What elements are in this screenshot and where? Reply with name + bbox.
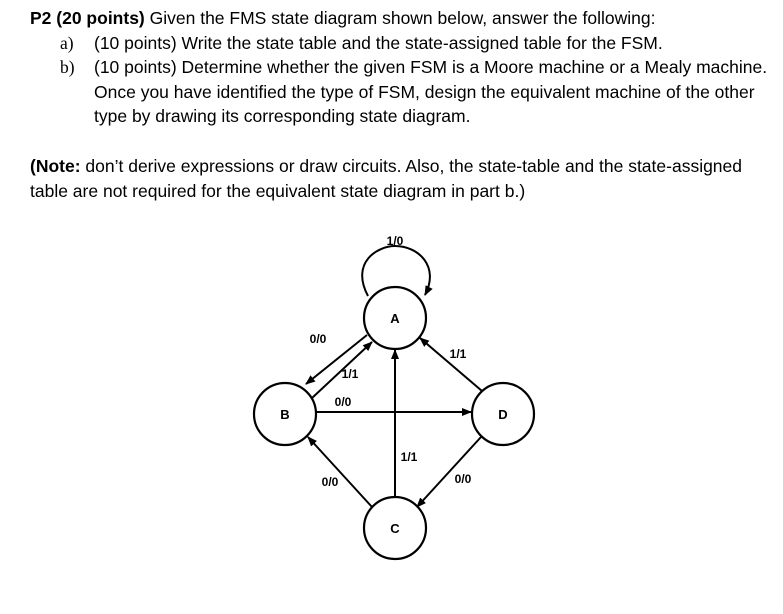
label-d-to-c: 0/0 [454, 472, 472, 486]
item-marker: b) [60, 57, 75, 77]
label-a-self: 1/0 [386, 234, 404, 248]
arrow-c-to-b [308, 437, 372, 507]
label-b-to-a: 1/1 [341, 367, 359, 381]
label-d-to-a: 1/1 [449, 347, 467, 361]
problem-intro: Given the FMS state diagram shown below, answer the following: [144, 8, 656, 28]
arrow-d-to-c [417, 437, 481, 507]
note-label: Note: [35, 156, 81, 176]
note-open-paren: ( [30, 156, 36, 176]
item-marker: a) [60, 32, 74, 53]
label-c-to-a: 1/1 [400, 450, 418, 464]
item-text: (10 points) Determine whether the given FSM is a Moore machine or a Mealy machine. Once you have identified the type of FSM, design the equivalent machine of the other type by drawing its corresponding state diagram. [94, 57, 768, 126]
problem-points: (20 points) [56, 8, 145, 28]
label-b-to-d: 0/0 [334, 395, 352, 409]
state-a [364, 287, 426, 349]
label-a-to-b: 0/0 [309, 332, 327, 346]
state-d [472, 383, 534, 445]
state-a-label: A [390, 311, 400, 326]
problem-number: P2 [30, 8, 52, 28]
note-text: don’t derive expressions or draw circuits. Also, the state-table and the state-assigned table are not required for the equivalent state diagram in part b.) [30, 156, 743, 201]
state-b-label: B [280, 407, 290, 422]
item-text: (10 points) Write the state table and the state-assigned table for the FSM. [94, 32, 663, 53]
state-b [254, 383, 316, 445]
arrow-d-to-a [420, 338, 482, 391]
state-c-label: C [390, 521, 400, 536]
state-d-label: D [498, 407, 508, 422]
label-c-to-b: 0/0 [321, 475, 339, 489]
